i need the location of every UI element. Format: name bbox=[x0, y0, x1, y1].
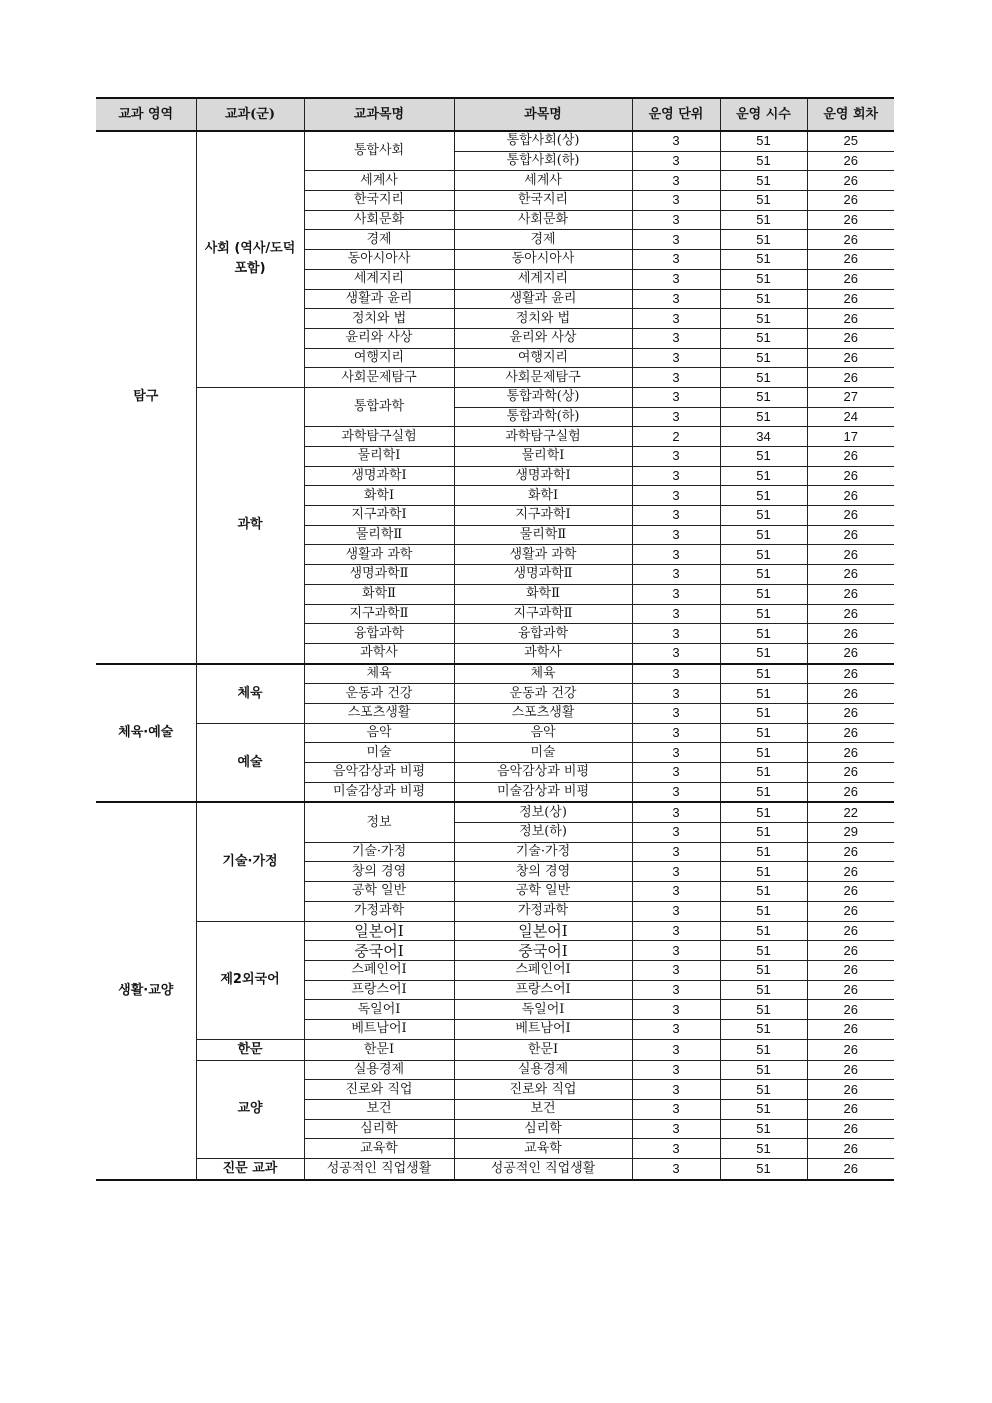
hours-cell: 51 bbox=[720, 368, 807, 388]
table-row bbox=[96, 921, 894, 941]
units-cell: 3 bbox=[632, 684, 720, 704]
units-cell: 3 bbox=[632, 941, 720, 961]
subject-cell: 경제 bbox=[454, 230, 632, 250]
course-cell: 화학Ⅱ bbox=[304, 584, 454, 604]
curriculum-table bbox=[96, 97, 894, 1181]
course-cell: 세계사 bbox=[304, 171, 454, 191]
group-cell: 예술 bbox=[196, 723, 304, 802]
sessions-cell: 26 bbox=[807, 1159, 894, 1181]
subject-cell: 음악감상과 비평 bbox=[454, 763, 632, 783]
units-cell: 3 bbox=[632, 387, 720, 407]
course-cell: 물리학Ⅱ bbox=[304, 525, 454, 545]
hours-cell: 51 bbox=[720, 506, 807, 526]
course-cell: 지구과학Ⅰ bbox=[304, 506, 454, 526]
course-cell: 독일어Ⅰ bbox=[304, 1000, 454, 1020]
hours-cell: 51 bbox=[720, 230, 807, 250]
subject-cell: 프랑스어Ⅰ bbox=[454, 980, 632, 1000]
subject-cell: 미술 bbox=[454, 743, 632, 763]
header-sessions: 운영 회차 bbox=[807, 98, 894, 131]
header-subject: 과목명 bbox=[454, 98, 632, 131]
units-cell: 3 bbox=[632, 348, 720, 368]
units-cell: 3 bbox=[632, 1159, 720, 1181]
sessions-cell: 26 bbox=[807, 171, 894, 191]
units-cell: 3 bbox=[632, 584, 720, 604]
hours-cell: 51 bbox=[720, 289, 807, 309]
course-cell: 통합과학 bbox=[304, 387, 454, 426]
sessions-cell: 26 bbox=[807, 1060, 894, 1080]
subject-cell: 생활과 윤리 bbox=[454, 289, 632, 309]
hours-cell: 51 bbox=[720, 1159, 807, 1181]
subject-cell: 사회문화 bbox=[454, 210, 632, 230]
group-cell: 교양 bbox=[196, 1060, 304, 1158]
course-cell: 스페인어Ⅰ bbox=[304, 960, 454, 980]
subject-cell: 독일어Ⅰ bbox=[454, 1000, 632, 1020]
subject-cell: 과학탐구실험 bbox=[454, 427, 632, 447]
units-cell: 3 bbox=[632, 506, 720, 526]
hours-cell: 51 bbox=[720, 921, 807, 941]
subject-cell: 실용경제 bbox=[454, 1060, 632, 1080]
units-cell: 3 bbox=[632, 802, 720, 822]
course-cell: 가정과학 bbox=[304, 901, 454, 921]
units-cell: 3 bbox=[632, 664, 720, 684]
course-cell: 교육학 bbox=[304, 1139, 454, 1159]
table-row bbox=[96, 1039, 894, 1060]
subject-cell: 체육 bbox=[454, 664, 632, 684]
units-cell: 3 bbox=[632, 782, 720, 802]
course-cell: 기술·가정 bbox=[304, 842, 454, 862]
hours-cell: 51 bbox=[720, 763, 807, 783]
subject-cell: 세계사 bbox=[454, 171, 632, 191]
hours-cell: 51 bbox=[720, 960, 807, 980]
subject-cell: 보건 bbox=[454, 1100, 632, 1120]
units-cell: 3 bbox=[632, 1100, 720, 1120]
units-cell: 3 bbox=[632, 960, 720, 980]
subject-cell: 통합사회(하) bbox=[454, 151, 632, 171]
sessions-cell: 26 bbox=[807, 882, 894, 902]
sessions-cell: 29 bbox=[807, 823, 894, 843]
units-cell: 3 bbox=[632, 980, 720, 1000]
units-cell: 3 bbox=[632, 289, 720, 309]
table-row bbox=[96, 387, 894, 407]
sessions-cell: 26 bbox=[807, 584, 894, 604]
subject-cell: 정보(상) bbox=[454, 802, 632, 822]
units-cell: 3 bbox=[632, 1060, 720, 1080]
units-cell: 3 bbox=[632, 328, 720, 348]
subject-cell: 통합과학(상) bbox=[454, 387, 632, 407]
hours-cell: 51 bbox=[720, 348, 807, 368]
course-cell: 미술 bbox=[304, 743, 454, 763]
hours-cell: 51 bbox=[720, 743, 807, 763]
course-cell: 미술감상과 비평 bbox=[304, 782, 454, 802]
course-cell: 과학사 bbox=[304, 643, 454, 663]
group-cell: 과학 bbox=[196, 387, 304, 663]
subject-cell: 물리학Ⅰ bbox=[454, 447, 632, 467]
subject-cell: 스포츠생활 bbox=[454, 703, 632, 723]
hours-cell: 51 bbox=[720, 466, 807, 486]
units-cell: 3 bbox=[632, 191, 720, 211]
hours-cell: 51 bbox=[720, 151, 807, 171]
course-cell: 경제 bbox=[304, 230, 454, 250]
hours-cell: 34 bbox=[720, 427, 807, 447]
hours-cell: 51 bbox=[720, 901, 807, 921]
sessions-cell: 26 bbox=[807, 348, 894, 368]
sessions-cell: 26 bbox=[807, 604, 894, 624]
units-cell: 3 bbox=[632, 447, 720, 467]
sessions-cell: 26 bbox=[807, 289, 894, 309]
units-cell: 3 bbox=[632, 565, 720, 585]
subject-cell: 통합과학(하) bbox=[454, 407, 632, 427]
subject-cell: 운동과 건강 bbox=[454, 684, 632, 704]
hours-cell: 51 bbox=[720, 387, 807, 407]
sessions-cell: 26 bbox=[807, 941, 894, 961]
header-area: 교과 영역 bbox=[96, 98, 196, 131]
sessions-cell: 24 bbox=[807, 407, 894, 427]
hours-cell: 51 bbox=[720, 1019, 807, 1039]
subject-cell: 일본어Ⅰ bbox=[454, 921, 632, 941]
subject-cell: 세계지리 bbox=[454, 269, 632, 289]
course-cell: 정보 bbox=[304, 802, 454, 842]
course-cell: 한국지리 bbox=[304, 191, 454, 211]
hours-cell: 51 bbox=[720, 703, 807, 723]
hours-cell: 51 bbox=[720, 802, 807, 822]
hours-cell: 51 bbox=[720, 269, 807, 289]
units-cell: 3 bbox=[632, 882, 720, 902]
hours-cell: 51 bbox=[720, 862, 807, 882]
sessions-cell: 26 bbox=[807, 1080, 894, 1100]
units-cell: 3 bbox=[632, 407, 720, 427]
hours-cell: 51 bbox=[720, 1000, 807, 1020]
table-row bbox=[96, 723, 894, 743]
subject-cell: 정보(하) bbox=[454, 823, 632, 843]
units-cell: 3 bbox=[632, 210, 720, 230]
sessions-cell: 26 bbox=[807, 1019, 894, 1039]
sessions-cell: 26 bbox=[807, 486, 894, 506]
subject-cell: 여행지리 bbox=[454, 348, 632, 368]
hours-cell: 51 bbox=[720, 565, 807, 585]
course-cell: 일본어Ⅰ bbox=[304, 921, 454, 941]
course-cell: 프랑스어Ⅰ bbox=[304, 980, 454, 1000]
sessions-cell: 26 bbox=[807, 703, 894, 723]
table-body bbox=[96, 131, 894, 1180]
course-cell: 생명과학Ⅰ bbox=[304, 466, 454, 486]
sessions-cell: 26 bbox=[807, 723, 894, 743]
subject-cell: 가정과학 bbox=[454, 901, 632, 921]
hours-cell: 51 bbox=[720, 1039, 807, 1060]
sessions-cell: 26 bbox=[807, 960, 894, 980]
units-cell: 3 bbox=[632, 643, 720, 663]
units-cell: 3 bbox=[632, 763, 720, 783]
hours-cell: 51 bbox=[720, 486, 807, 506]
header-hours: 운영 시수 bbox=[720, 98, 807, 131]
sessions-cell: 26 bbox=[807, 1139, 894, 1159]
subject-cell: 교육학 bbox=[454, 1139, 632, 1159]
sessions-cell: 26 bbox=[807, 980, 894, 1000]
hours-cell: 51 bbox=[720, 171, 807, 191]
sessions-cell: 26 bbox=[807, 269, 894, 289]
units-cell: 2 bbox=[632, 427, 720, 447]
subject-cell: 지구과학Ⅰ bbox=[454, 506, 632, 526]
hours-cell: 51 bbox=[720, 782, 807, 802]
units-cell: 3 bbox=[632, 1039, 720, 1060]
course-cell: 동아시아사 bbox=[304, 250, 454, 270]
hours-cell: 51 bbox=[720, 941, 807, 961]
sessions-cell: 26 bbox=[807, 763, 894, 783]
group-cell: 기술·가정 bbox=[196, 802, 304, 921]
hours-cell: 51 bbox=[720, 525, 807, 545]
subject-cell: 정치와 법 bbox=[454, 309, 632, 329]
sessions-cell: 26 bbox=[807, 525, 894, 545]
sessions-cell: 26 bbox=[807, 1000, 894, 1020]
subject-cell: 음악 bbox=[454, 723, 632, 743]
sessions-cell: 26 bbox=[807, 684, 894, 704]
hours-cell: 51 bbox=[720, 842, 807, 862]
units-cell: 3 bbox=[632, 703, 720, 723]
units-cell: 3 bbox=[632, 862, 720, 882]
sessions-cell: 26 bbox=[807, 545, 894, 565]
hours-cell: 51 bbox=[720, 1080, 807, 1100]
course-cell: 생활과 과학 bbox=[304, 545, 454, 565]
sessions-cell: 17 bbox=[807, 427, 894, 447]
sessions-cell: 26 bbox=[807, 862, 894, 882]
subject-cell: 진로와 직업 bbox=[454, 1080, 632, 1100]
units-cell: 3 bbox=[632, 624, 720, 644]
table-header bbox=[96, 98, 894, 131]
hours-cell: 51 bbox=[720, 723, 807, 743]
subject-cell: 심리학 bbox=[454, 1119, 632, 1139]
units-cell: 3 bbox=[632, 486, 720, 506]
hours-cell: 51 bbox=[720, 604, 807, 624]
group-cell: 체육 bbox=[196, 664, 304, 724]
course-cell: 스포츠생활 bbox=[304, 703, 454, 723]
course-cell: 융합과학 bbox=[304, 624, 454, 644]
course-cell: 음악감상과 비평 bbox=[304, 763, 454, 783]
subject-cell: 한국지리 bbox=[454, 191, 632, 211]
subject-cell: 공학 일반 bbox=[454, 882, 632, 902]
area-cell: 생활·교양 bbox=[96, 802, 196, 1180]
header-group: 교과(군) bbox=[196, 98, 304, 131]
group-cell: 진문 교과 bbox=[196, 1159, 304, 1181]
sessions-cell: 26 bbox=[807, 466, 894, 486]
course-cell: 운동과 건강 bbox=[304, 684, 454, 704]
course-cell: 화학Ⅰ bbox=[304, 486, 454, 506]
sessions-cell: 26 bbox=[807, 565, 894, 585]
hours-cell: 51 bbox=[720, 823, 807, 843]
units-cell: 3 bbox=[632, 525, 720, 545]
subject-cell: 미술감상과 비평 bbox=[454, 782, 632, 802]
sessions-cell: 26 bbox=[807, 328, 894, 348]
course-cell: 진로와 직업 bbox=[304, 1080, 454, 1100]
sessions-cell: 26 bbox=[807, 309, 894, 329]
sessions-cell: 26 bbox=[807, 664, 894, 684]
course-cell: 정치와 법 bbox=[304, 309, 454, 329]
subject-cell: 생명과학Ⅰ bbox=[454, 466, 632, 486]
course-cell: 한문Ⅰ bbox=[304, 1039, 454, 1060]
course-cell: 지구과학Ⅱ bbox=[304, 604, 454, 624]
course-cell: 물리학Ⅰ bbox=[304, 447, 454, 467]
hours-cell: 51 bbox=[720, 584, 807, 604]
group-cell: 한문 bbox=[196, 1039, 304, 1060]
course-cell: 생명과학Ⅱ bbox=[304, 565, 454, 585]
units-cell: 3 bbox=[632, 1080, 720, 1100]
course-cell: 과학탐구실험 bbox=[304, 427, 454, 447]
units-cell: 3 bbox=[632, 743, 720, 763]
table-row bbox=[96, 1159, 894, 1181]
subject-cell: 스페인어Ⅰ bbox=[454, 960, 632, 980]
units-cell: 3 bbox=[632, 269, 720, 289]
subject-cell: 과학사 bbox=[454, 643, 632, 663]
units-cell: 3 bbox=[632, 466, 720, 486]
course-cell: 세계지리 bbox=[304, 269, 454, 289]
units-cell: 3 bbox=[632, 368, 720, 388]
hours-cell: 51 bbox=[720, 407, 807, 427]
sessions-cell: 26 bbox=[807, 210, 894, 230]
sessions-cell: 25 bbox=[807, 131, 894, 151]
units-cell: 3 bbox=[632, 309, 720, 329]
hours-cell: 51 bbox=[720, 328, 807, 348]
sessions-cell: 26 bbox=[807, 368, 894, 388]
units-cell: 3 bbox=[632, 901, 720, 921]
hours-cell: 51 bbox=[720, 980, 807, 1000]
subject-cell: 중국어Ⅰ bbox=[454, 941, 632, 961]
area-cell: 탐구 bbox=[96, 131, 196, 664]
course-cell: 보건 bbox=[304, 1100, 454, 1120]
course-cell: 통합사회 bbox=[304, 131, 454, 171]
subject-cell: 화학Ⅰ bbox=[454, 486, 632, 506]
sessions-cell: 26 bbox=[807, 230, 894, 250]
course-cell: 체육 bbox=[304, 664, 454, 684]
sessions-cell: 26 bbox=[807, 624, 894, 644]
subject-cell: 생명과학Ⅱ bbox=[454, 565, 632, 585]
hours-cell: 51 bbox=[720, 309, 807, 329]
subject-cell: 창의 경영 bbox=[454, 862, 632, 882]
sessions-cell: 26 bbox=[807, 506, 894, 526]
units-cell: 3 bbox=[632, 921, 720, 941]
subject-cell: 성공적인 직업생활 bbox=[454, 1159, 632, 1181]
table-row bbox=[96, 664, 894, 684]
units-cell: 3 bbox=[632, 842, 720, 862]
hours-cell: 51 bbox=[720, 191, 807, 211]
sessions-cell: 26 bbox=[807, 743, 894, 763]
hours-cell: 51 bbox=[720, 1100, 807, 1120]
course-cell: 성공적인 직업생활 bbox=[304, 1159, 454, 1181]
course-cell: 사회문화 bbox=[304, 210, 454, 230]
course-cell: 생활과 윤리 bbox=[304, 289, 454, 309]
subject-cell: 지구과학Ⅱ bbox=[454, 604, 632, 624]
group-cell: 제2외국어 bbox=[196, 921, 304, 1039]
subject-cell: 윤리와 사상 bbox=[454, 328, 632, 348]
course-cell: 공학 일반 bbox=[304, 882, 454, 902]
course-cell: 심리학 bbox=[304, 1119, 454, 1139]
hours-cell: 51 bbox=[720, 1060, 807, 1080]
sessions-cell: 26 bbox=[807, 782, 894, 802]
hours-cell: 51 bbox=[720, 131, 807, 151]
subject-cell: 통합사회(상) bbox=[454, 131, 632, 151]
sessions-cell: 26 bbox=[807, 1100, 894, 1120]
subject-cell: 사회문제탐구 bbox=[454, 368, 632, 388]
sessions-cell: 26 bbox=[807, 921, 894, 941]
sessions-cell: 26 bbox=[807, 250, 894, 270]
table-row bbox=[96, 131, 894, 151]
course-cell: 음악 bbox=[304, 723, 454, 743]
subject-cell: 생활과 과학 bbox=[454, 545, 632, 565]
course-cell: 사회문제탐구 bbox=[304, 368, 454, 388]
group-cell: 사회 (역사/도덕 포함) bbox=[196, 131, 304, 387]
units-cell: 3 bbox=[632, 1139, 720, 1159]
subject-cell: 한문Ⅰ bbox=[454, 1039, 632, 1060]
sessions-cell: 26 bbox=[807, 151, 894, 171]
units-cell: 3 bbox=[632, 230, 720, 250]
units-cell: 3 bbox=[632, 250, 720, 270]
hours-cell: 51 bbox=[720, 545, 807, 565]
units-cell: 3 bbox=[632, 823, 720, 843]
hours-cell: 51 bbox=[720, 624, 807, 644]
sessions-cell: 26 bbox=[807, 1119, 894, 1139]
sessions-cell: 26 bbox=[807, 447, 894, 467]
subject-cell: 동아시아사 bbox=[454, 250, 632, 270]
course-cell: 중국어Ⅰ bbox=[304, 941, 454, 961]
hours-cell: 51 bbox=[720, 210, 807, 230]
subject-cell: 베트남어Ⅰ bbox=[454, 1019, 632, 1039]
units-cell: 3 bbox=[632, 1000, 720, 1020]
sessions-cell: 26 bbox=[807, 1039, 894, 1060]
units-cell: 3 bbox=[632, 604, 720, 624]
sessions-cell: 26 bbox=[807, 643, 894, 663]
units-cell: 3 bbox=[632, 545, 720, 565]
sessions-cell: 27 bbox=[807, 387, 894, 407]
table-row bbox=[96, 802, 894, 822]
sessions-cell: 26 bbox=[807, 191, 894, 211]
units-cell: 3 bbox=[632, 723, 720, 743]
hours-cell: 51 bbox=[720, 643, 807, 663]
units-cell: 3 bbox=[632, 131, 720, 151]
subject-cell: 융합과학 bbox=[454, 624, 632, 644]
table-row bbox=[96, 1060, 894, 1080]
subject-cell: 화학Ⅱ bbox=[454, 584, 632, 604]
subject-cell: 기술·가정 bbox=[454, 842, 632, 862]
hours-cell: 51 bbox=[720, 1139, 807, 1159]
sessions-cell: 26 bbox=[807, 842, 894, 862]
sessions-cell: 22 bbox=[807, 802, 894, 822]
units-cell: 3 bbox=[632, 1119, 720, 1139]
area-cell: 체육·예술 bbox=[96, 664, 196, 803]
course-cell: 베트남어Ⅰ bbox=[304, 1019, 454, 1039]
units-cell: 3 bbox=[632, 1019, 720, 1039]
course-cell: 여행지리 bbox=[304, 348, 454, 368]
units-cell: 3 bbox=[632, 151, 720, 171]
course-cell: 창의 경영 bbox=[304, 862, 454, 882]
hours-cell: 51 bbox=[720, 447, 807, 467]
header-units: 운영 단위 bbox=[632, 98, 720, 131]
hours-cell: 51 bbox=[720, 1119, 807, 1139]
header-course: 교과목명 bbox=[304, 98, 454, 131]
units-cell: 3 bbox=[632, 171, 720, 191]
subject-cell: 물리학Ⅱ bbox=[454, 525, 632, 545]
hours-cell: 51 bbox=[720, 250, 807, 270]
sessions-cell: 26 bbox=[807, 901, 894, 921]
course-cell: 윤리와 사상 bbox=[304, 328, 454, 348]
hours-cell: 51 bbox=[720, 684, 807, 704]
hours-cell: 51 bbox=[720, 664, 807, 684]
course-cell: 실용경제 bbox=[304, 1060, 454, 1080]
hours-cell: 51 bbox=[720, 882, 807, 902]
